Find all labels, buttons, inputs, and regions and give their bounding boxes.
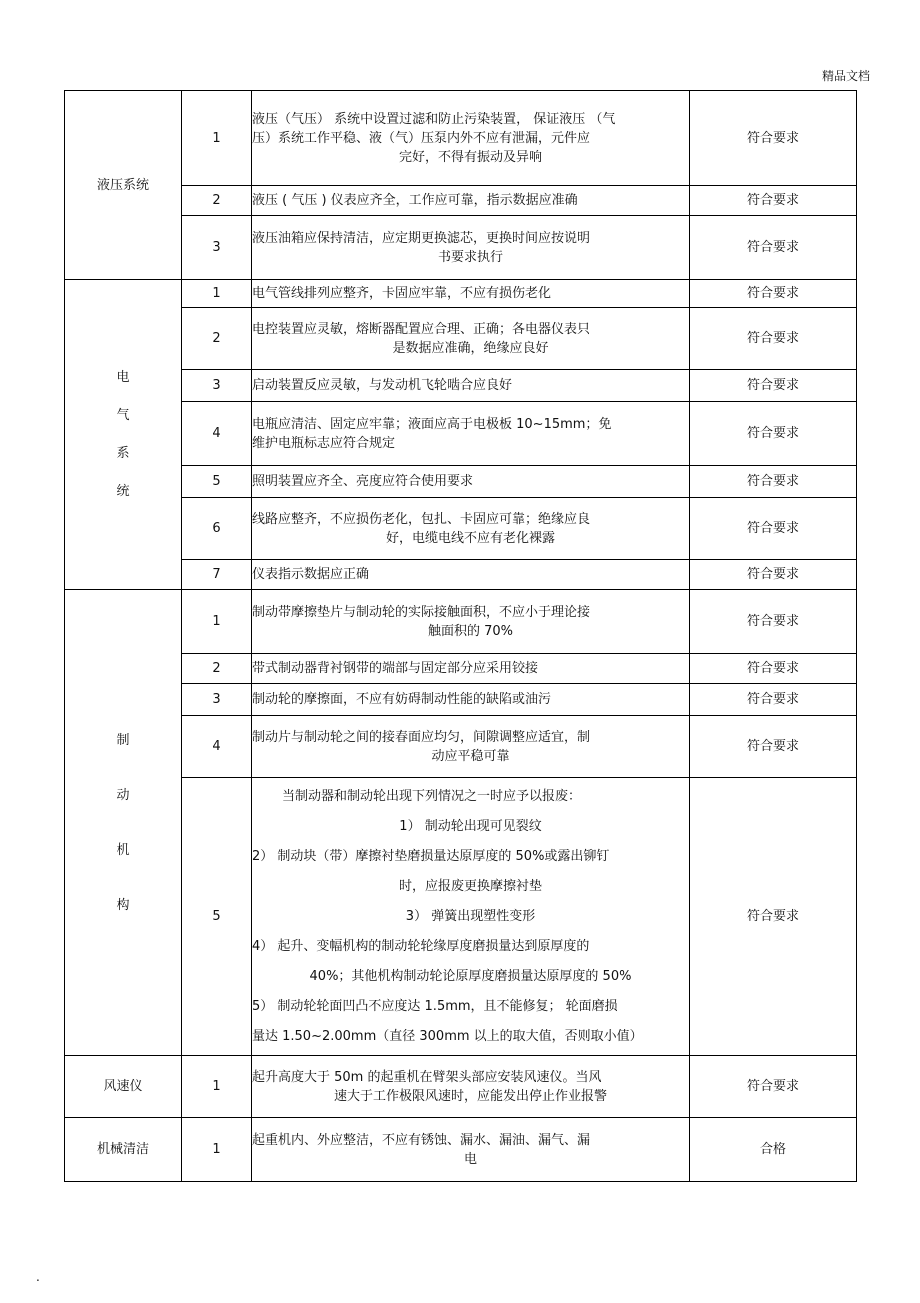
table-row [65, 91, 857, 186]
category-char: 系 [116, 445, 130, 461]
requirement-line: 触面积的 70% [427, 623, 514, 639]
category-cleaning: 机械清洁 [65, 1118, 182, 1182]
item-number: 3 [182, 216, 252, 280]
requirement-cell [252, 654, 690, 684]
requirement-line: 电瓶应清洁、固定应牢靠；液面应高于电极板 10~15mm；免 [252, 416, 612, 432]
item-number: 3 [182, 684, 252, 716]
item-number: 2 [182, 186, 252, 216]
category-char: 机 [116, 842, 130, 858]
item-number: 1 [182, 280, 252, 308]
table-row [65, 466, 857, 498]
item-number: 1 [182, 590, 252, 654]
table-row [65, 654, 857, 684]
requirement-line: 电气管线排列应整齐，卡固应牢靠，不应有损伤老化 [252, 286, 552, 301]
table-row [65, 684, 857, 716]
requirement-cell [252, 560, 690, 590]
category-electrical [65, 280, 182, 590]
item-number: 1 [182, 1056, 252, 1118]
requirement-line: 好，电缆电线不应有老化裸露 [385, 530, 555, 546]
item-number: 2 [182, 654, 252, 684]
requirement-line: 液压（气压） 系统中设置过滤和防止污染装置， 保证液压 （气 [252, 111, 616, 127]
item-number: 1 [182, 1118, 252, 1182]
item-number: 4 [182, 716, 252, 778]
result-cell: 符合要求 [690, 370, 857, 402]
requirement-line: 起升高度大于 50m 的起重机在臂架头部应安装风速仪。当风 [252, 1069, 602, 1085]
requirement-cell [252, 280, 690, 308]
requirement-line: 照明装置应齐全、亮度应符合使用要求 [252, 474, 474, 489]
result-cell: 符合要求 [690, 280, 857, 308]
requirement-line: 制动轮的摩擦面，不应有妨碍制动性能的缺陷或油污 [252, 692, 552, 707]
table-row [65, 280, 857, 308]
requirement-line: 书要求执行 [437, 249, 503, 265]
requirement-line: 3） 弹簧出现塑性变形 [405, 908, 536, 924]
requirement-cell [252, 370, 690, 402]
requirement-cell [252, 498, 690, 560]
category-char: 构 [116, 897, 130, 913]
result-cell: 符合要求 [690, 91, 857, 186]
requirement-line: 启动装置反应灵敏，与发动机飞轮啮合应良好 [252, 378, 513, 393]
requirement-line: 2） 制动块（带）摩擦衬垫磨损量达原厚度的 50%或露出铆钉 [252, 848, 610, 864]
table-row [65, 716, 857, 778]
result-cell: 符合要求 [690, 590, 857, 654]
table-row [65, 308, 857, 370]
category-hydraulic: 液压系统 [65, 91, 182, 280]
requirement-cell [252, 1056, 690, 1118]
requirement-cell [252, 1118, 690, 1182]
category-anemometer: 风速仪 [65, 1056, 182, 1118]
table-row [65, 216, 857, 280]
requirement-cell [252, 778, 690, 1056]
requirement-cell [252, 684, 690, 716]
requirement-line: 速大于工作极限风速时，应能发出停止作业报警 [333, 1088, 607, 1104]
table-row [65, 186, 857, 216]
table-row [65, 590, 857, 654]
requirement-line: 起重机内、外应整洁，不应有锈蚀、漏水、漏油、漏气、漏 [252, 1132, 591, 1148]
requirement-cell [252, 186, 690, 216]
result-cell: 符合要求 [690, 1056, 857, 1118]
requirement-line: 仪表指示数据应正确 [252, 567, 370, 582]
requirement-line: 带式制动器背衬钢带的端部与固定部分应采用铰接 [252, 661, 539, 676]
result-cell: 符合要求 [690, 498, 857, 560]
requirement-cell [252, 216, 690, 280]
item-number: 5 [182, 466, 252, 498]
result-cell: 符合要求 [690, 684, 857, 716]
requirement-line: 液压油箱应保持清洁，应定期更换滤芯，更换时间应按说明 [252, 230, 591, 246]
footer-mark: . [36, 1270, 40, 1284]
requirement-line: 制动片与制动轮之间的接春面应均匀，间隙调整应适宜，制 [252, 729, 591, 745]
requirement-line: 40%；其他机构制动轮论原厚度磨损量达原厚度的 50% [309, 968, 632, 984]
requirement-line: 时，应报废更换摩擦衬垫 [398, 878, 542, 894]
requirement-cell [252, 466, 690, 498]
table-row [65, 370, 857, 402]
requirement-line: 5） 制动轮轮面凹凸不应度达 1.5mm，且不能修复； 轮面磨损 [252, 998, 618, 1014]
result-cell: 符合要求 [690, 216, 857, 280]
item-number: 3 [182, 370, 252, 402]
item-number: 1 [182, 91, 252, 186]
requirement-cell [252, 308, 690, 370]
requirement-cell [252, 402, 690, 466]
requirement-line: 电 [463, 1151, 477, 1167]
result-cell: 符合要求 [690, 186, 857, 216]
table-row [65, 560, 857, 590]
requirement-line: 维护电瓶标志应符合规定 [252, 435, 396, 451]
requirement-line: 压）系统工作平稳、液（气）压泵内外不应有泄漏，元件应 [252, 130, 591, 146]
result-cell: 合格 [690, 1118, 857, 1182]
item-number: 2 [182, 308, 252, 370]
result-cell: 符合要求 [690, 654, 857, 684]
requirement-cell [252, 590, 690, 654]
category-char: 统 [116, 483, 130, 499]
table-row [65, 1056, 857, 1118]
item-number: 6 [182, 498, 252, 560]
table-row [65, 402, 857, 466]
category-char: 制 [116, 732, 130, 748]
requirement-line: 动应平稳可靠 [431, 748, 510, 764]
page-tag: 精品文档 [821, 69, 870, 83]
table-row [65, 778, 857, 1056]
item-number: 7 [182, 560, 252, 590]
category-char: 动 [116, 787, 130, 803]
requirement-line: 量达 1.50~2.00mm（直径 300mm 以上的取大值，否则取小值） [252, 1028, 643, 1044]
requirement-line: 当制动器和制动轮出现下列情况之一时应予以报废： [282, 788, 582, 804]
requirement-line: 液压 ( 气压 ) 仪表应齐全，工作应可靠，指示数据应准确 [252, 193, 578, 208]
requirement-cell [252, 91, 690, 186]
table-row [65, 498, 857, 560]
table-row [65, 1118, 857, 1182]
result-cell: 符合要求 [690, 402, 857, 466]
result-cell: 符合要求 [690, 716, 857, 778]
requirement-line: 线路应整齐，不应损伤老化，包扎、卡固应可靠；绝缘应良 [252, 511, 591, 527]
requirement-line: 制动带摩擦垫片与制动轮的实际接触面积，不应小于理论接 [252, 604, 591, 620]
item-number: 5 [182, 778, 252, 1056]
item-number: 4 [182, 402, 252, 466]
category-char: 气 [116, 407, 130, 423]
inspection-table [64, 90, 857, 1182]
requirement-line: 完好，不得有振动及异响 [398, 149, 542, 165]
requirement-cell [252, 716, 690, 778]
requirement-line: 电控装置应灵敏，熔断器配置应合理、正确；各电器仪表只 [252, 321, 591, 337]
requirement-line: 是数据应准确，绝缘应良好 [392, 340, 549, 356]
requirement-line: 1） 制动轮出现可见裂纹 [399, 818, 542, 834]
category-brake [65, 590, 182, 1056]
result-cell: 符合要求 [690, 560, 857, 590]
category-char: 电 [116, 369, 130, 385]
result-cell: 符合要求 [690, 778, 857, 1056]
result-cell: 符合要求 [690, 308, 857, 370]
requirement-line: 4） 起升、变幅机构的制动轮轮缘厚度磨损量达到原厚度的 [252, 938, 590, 954]
result-cell: 符合要求 [690, 466, 857, 498]
